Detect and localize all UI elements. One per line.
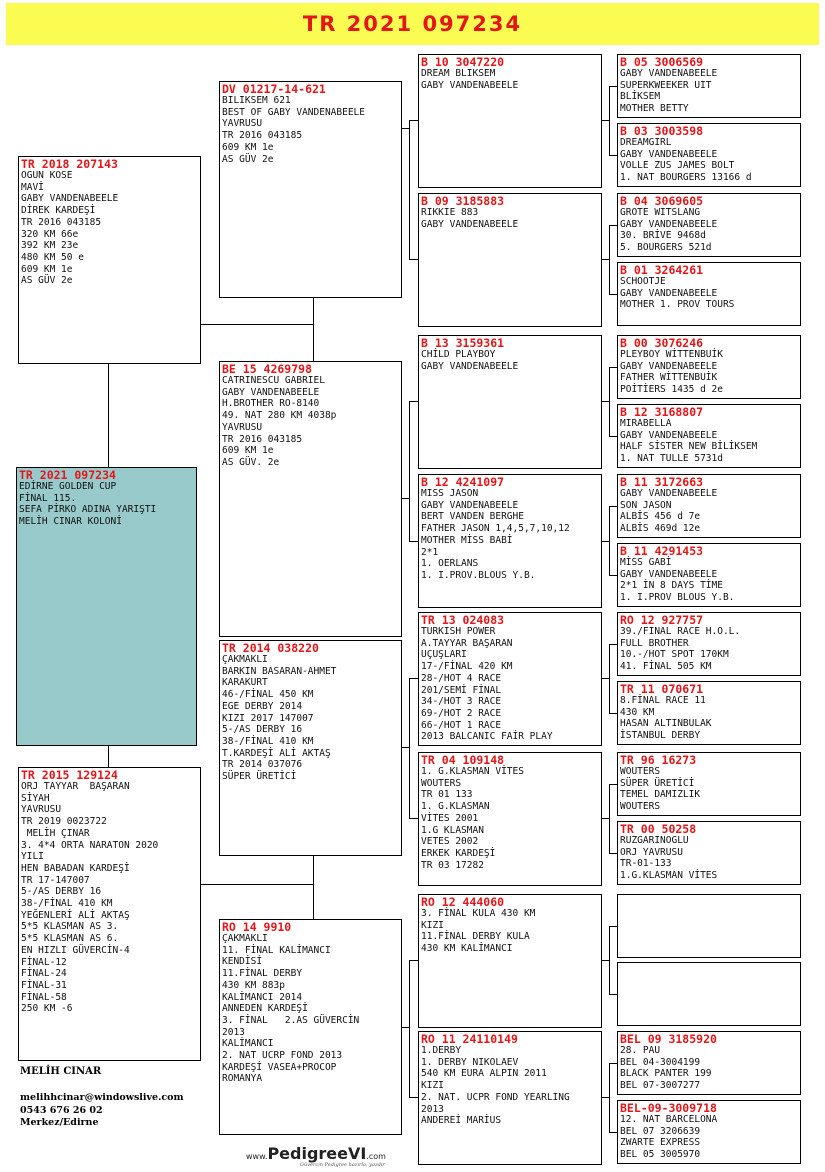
ancestor-box (617, 474, 801, 538)
ring-number: TR 96 16273 (620, 753, 697, 767)
tree-connector (609, 1063, 617, 1064)
tree-connector (409, 678, 418, 679)
pigeon-info-line: TR 2016 043185 (222, 130, 303, 142)
ring-number: BE 15 4269798 (222, 362, 313, 376)
pigeon-info-line: GABY VANDENABEELE (620, 568, 718, 580)
pigeon-info-line: 12. NAT BARCELONA (620, 1114, 718, 1125)
pigeon-info-line: BLİKSEM (620, 91, 661, 103)
pigeon-info-line: SUPERKWEEKER UIT (620, 79, 712, 91)
pigeon-info-line: YAVRUSU (222, 118, 263, 130)
tree-connector (609, 784, 610, 853)
pigeon-info-line: MIRABELLA (620, 418, 672, 429)
pigeon-info-line: 49. NAT 280 KM 4038p (222, 410, 337, 422)
pigeon-info-line: 201/SEMİ FİNAL (421, 684, 502, 696)
contact-location: Merkez/Edirne (20, 1117, 99, 1128)
ancestor-box (418, 474, 602, 608)
ancestor-box (219, 81, 402, 298)
pigeon-info-line: 2. NAT. UCPR FOND YEARLING (421, 1091, 570, 1103)
ring-number: B 00 3076246 (620, 336, 704, 350)
pigeon-info-line: GABY VANDENABEELE (620, 148, 718, 160)
ancestor-box (617, 262, 801, 326)
ring-number: TR 00 50258 (620, 822, 697, 836)
contact-info (20, 1092, 184, 1130)
pigeon-info-line: 28-/HOT 4 RACE (421, 672, 502, 684)
pigeon-info-line: TR 2016 043185 (21, 216, 102, 228)
pigeon-info-line: BEL 07 3206639 (620, 1125, 701, 1137)
pigeon-info-line: FİNAL-12 (21, 956, 67, 968)
pigeon-info-line: 3. FİNAL 2.AS GÜVERCİN (222, 1014, 360, 1026)
tree-connector (313, 298, 314, 361)
pigeon-info-line: TR 17-147007 (21, 874, 90, 886)
pigeon-info-line: 1. DERBY NIKOLAEV (421, 1056, 519, 1068)
pigeon-info-line: ANDEREİ MARİUS (421, 1115, 502, 1127)
pigeon-info-line: ÇAKMAKLI (222, 654, 268, 665)
ancestor-box (219, 919, 402, 1135)
pigeon-info-line: 11.FİNAL DERBY (222, 968, 303, 980)
pigeon-info-line: VETES 2002 (421, 836, 479, 848)
pigeon-info-line: 1. I.PROV BLOUS Y.B. (620, 592, 735, 604)
pigeon-info-line: 609 KM 1e (222, 141, 274, 153)
pigeon-info-line: 30. BRİVE 9468d (620, 230, 706, 242)
pigeon-info-line: KARAKURT (222, 677, 268, 689)
tree-connector (609, 1132, 617, 1133)
pigeon-info-line: TR 03 17282 (421, 859, 484, 871)
pigeon-info-line: BERT VANDEN BERGHE (421, 511, 524, 523)
pigeon-info-line: YILI (21, 851, 44, 863)
tree-connector (409, 259, 418, 260)
ring-number: BEL 09 3185920 (620, 1032, 717, 1046)
pigeon-info-line: GABY VANDENABEELE (421, 79, 519, 91)
pigeon-info-line: 320 KM 66e (21, 228, 79, 240)
pigeon-info-line: 480 KM 50 e (21, 251, 84, 263)
tree-connector (609, 506, 610, 575)
pigeon-info-line: 2*1 İN 8 DAYS TİME (620, 580, 723, 592)
pigeon-info-line: VOLLE ZUS JAMES BOLT (620, 160, 735, 172)
pigeon-info-line: 66-/HOT 1 RACE (421, 719, 502, 731)
pigeon-info-line: WOUTERS (620, 766, 661, 777)
pigeon-info-line: 5. BOURGERS 521d (620, 242, 712, 254)
pigeon-info-line: KIZI 2017 147007 (222, 712, 314, 724)
pigeon-info-line: BLACK PANTER 199 (620, 1068, 712, 1080)
ancestor-box (617, 752, 801, 816)
pigeon-info-line: GABY VANDENABEELE (222, 386, 320, 398)
pigeon-info-line: AS GÜV. 2e (222, 456, 280, 468)
pigeon-info-line: KIZI (421, 1080, 444, 1092)
pigeon-info-line: 2. NAT UCRP FOND 2013 (222, 1050, 343, 1062)
logo-suffix: .com (366, 1152, 386, 1161)
pigeon-info-line: ANNEDEN KARDEŞİ (222, 1003, 308, 1015)
tree-connector (108, 364, 109, 467)
ring-number: RO 11 24110149 (421, 1032, 518, 1046)
tree-connector (609, 784, 617, 785)
pigeon-info-line: AS GÜV 2e (222, 153, 274, 165)
ancestor-box (219, 640, 402, 856)
tree-connector (313, 856, 314, 919)
ancestor-box (418, 612, 602, 746)
tree-connector (609, 853, 617, 854)
ring-number: TR 2015 129124 (21, 768, 118, 782)
ancestor-box (418, 752, 602, 886)
pigeon-info-line: FİNAL-24 (21, 968, 67, 980)
ancestor-box (617, 404, 801, 468)
pigeon-info-line: ORJ TAYYAR BAŞARAN (21, 781, 130, 792)
pigeon-info-line: YAVRUSU (21, 804, 62, 816)
ring-number: RO 12 927757 (620, 613, 704, 627)
tree-connector (409, 1097, 418, 1098)
ancestor-box (617, 612, 801, 676)
pigeon-info-line: 2013 (222, 1026, 245, 1038)
tree-connector (609, 367, 610, 436)
pigeon-info-line: FATHER JASON 1,4,5,7,10,12 (421, 523, 570, 535)
pigeon-info-line: ERKEK KARDEŞİ (421, 847, 496, 859)
ancestor-box (418, 335, 602, 469)
pigeon-info-line: GABY VANDENABEELE (620, 429, 718, 441)
logo-prefix: www. (246, 1152, 268, 1161)
ring-number: B 11 4291453 (620, 544, 704, 558)
pigeon-info-line: MELİH CINAR KOLONİ (19, 516, 122, 528)
pigeon-info-line: 39./FINAL RACE H.O.L. (620, 626, 741, 637)
pigeon-info-line: UÇUŞLARI (421, 649, 467, 661)
pigeon-info-line: 2013 (421, 1103, 444, 1115)
pigeon-info-line: PLEYBOY WİTTENBUİK (620, 349, 723, 360)
tree-connector (609, 926, 610, 994)
pigeon-info-line: POİTİERS 1435 d 2e (620, 384, 723, 396)
contact-phone: 0543 676 26 02 (20, 1104, 103, 1116)
pigeon-info-line: RUZGARINOGLU (620, 835, 689, 846)
pigeon-info-line: MOTHER 1. PROV TOURS (620, 299, 735, 311)
pigeon-info-line: DREAMGIRL (620, 137, 672, 148)
ancestor-box (617, 821, 801, 885)
pigeon-info-line: ALBİS 456 d 7e (620, 511, 701, 523)
tree-connector (409, 541, 418, 542)
tree-connector (609, 575, 617, 576)
pigeon-info-line: FULL BROTHER (620, 637, 689, 649)
tree-connector (409, 678, 410, 818)
pigeon-info-line: HALF SİSTER NEW BİLİKSEM (620, 441, 758, 453)
pigeon-info-line: 46-/FİNAL 450 KM (222, 689, 314, 701)
tree-connector (609, 994, 617, 995)
pigeon-info-line: TR 2019 0023722 (21, 816, 107, 828)
pigeon-info-line: GABY VANDENABEELE (421, 360, 519, 372)
ring-number: B 12 4241097 (421, 475, 505, 489)
ring-number: RO 12 444060 (421, 895, 505, 909)
pigeon-info-line: 11. FİNAL KALİMANCI (222, 944, 331, 956)
ancestor-box (617, 681, 801, 745)
pigeon-info-line: FİNAL 115. (19, 492, 77, 504)
pigeon-info-line: TURKISH POWER (421, 626, 496, 637)
ancestor-box (418, 1031, 602, 1165)
ring-number: BEL-09-3009718 (620, 1101, 717, 1115)
tree-connector (409, 818, 418, 819)
tree-connector (609, 367, 617, 368)
ring-number: DV 01217-14-621 (222, 82, 326, 96)
pigeon-info-line: 430 KM (620, 706, 655, 718)
title-banner (6, 3, 819, 45)
pigeon-info-line: 609 KM 1e (222, 445, 274, 457)
pedigree-logo (246, 1144, 386, 1163)
contact-email[interactable]: melihhcinar@windowslive.com (20, 1092, 184, 1103)
pigeon-info-line: GABY VANDENABEELE (620, 68, 718, 79)
pigeon-info-line: 3. 4*4 ORTA NARATON 2020 (21, 839, 159, 851)
pigeon-info-line: MELİH ÇINAR (21, 827, 90, 839)
tree-connector (609, 713, 617, 714)
pigeon-info-line: TEMEL DAMIZLIK (620, 789, 701, 801)
pigeon-info-line: ALBİS 469d 12e (620, 523, 701, 535)
ancestor-box (617, 123, 801, 187)
pigeon-info-line: HEN BABADAN KARDEŞİ (21, 862, 130, 874)
pigeon-info-line: İSTANBUL DERBY (620, 730, 701, 742)
ancestor-box (418, 894, 602, 1028)
ring-number: TR 2021 097234 (19, 468, 116, 482)
pigeon-info-line: BEL 04-3004199 (620, 1056, 701, 1068)
tree-connector (409, 401, 418, 402)
pigeon-info-line: GABY VANDENABEELE (620, 287, 718, 299)
pigeon-info-line: FİNAL-58 (21, 991, 67, 1003)
page-title: TR 2021 097234 (302, 12, 523, 36)
pigeon-info-line: ÇAKMAKLI (222, 933, 268, 944)
pigeon-info-line: CATRINESCU GABRIEL (222, 375, 325, 386)
tree-connector (201, 884, 313, 885)
pigeon-info-line: A.TAYYAR BAŞARAN (421, 637, 513, 649)
pigeon-info-line: KALİMANCI 2014 (222, 991, 303, 1003)
pigeon-info-line: BEST OF GABY VANDENABEELE (222, 106, 365, 118)
pigeon-info-line: 3. FİNAL KULA 430 KM (421, 908, 536, 919)
ancestor-box (617, 335, 801, 399)
ring-number: TR 11 070671 (620, 682, 704, 696)
pigeon-info-line: 392 KM 23e (21, 240, 79, 252)
pigeon-info-line: GABY VANDENABEELE (21, 193, 119, 205)
ring-number: B 03 3003598 (620, 124, 704, 138)
pigeon-info-line: 2013 BALCANIC FAİR PLAY (421, 731, 553, 743)
pigeon-info-line: WOUTERS (620, 801, 661, 813)
pigeon-info-line: 1.DERBY (421, 1045, 462, 1056)
pigeon-info-line: WOUTERS (421, 777, 462, 789)
pigeon-info-line: 5*5 KLASMAN AS 6. (21, 933, 119, 945)
ring-number: B 01 3264261 (620, 263, 704, 277)
pigeon-info-line: 609 KM 1e (21, 263, 73, 275)
pigeon-info-line: 5-/AS DERBY 16 (21, 886, 102, 898)
pigeon-info-line: ZWARTE EXPRESS (620, 1137, 701, 1149)
ring-number: B 11 3172663 (620, 475, 704, 489)
tree-connector (609, 86, 610, 155)
pigeon-info-line: 1. NAT TULLE 5731d (620, 453, 723, 465)
pigeon-info-line: GABY VANDENABEELE (620, 218, 718, 230)
pigeon-info-line: GROTE WITSLANG (620, 207, 701, 218)
tree-connector (609, 436, 617, 437)
pigeon-info-line: TR 01 133 (421, 789, 473, 801)
pigeon-info-line: 1.G KLASMAN (421, 824, 484, 836)
ring-number: B 05 3006569 (620, 55, 704, 69)
pigeon-info-line: SCHOOTJE (620, 276, 666, 287)
pigeon-info-line: SEFA PİRKO ADINA YARIŞTI (19, 504, 157, 516)
pigeon-info-line: 1.G.KLASMAN VİTES (620, 870, 718, 882)
pigeon-info-line: HASAN ALTINBULAK (620, 718, 712, 730)
pigeon-info-line: 430 KM KALİMANCI (421, 943, 513, 955)
pigeon-info-line: ROMANYA (222, 1073, 263, 1085)
pigeon-info-line: GABY VANDENABEELE (620, 360, 718, 372)
pigeon-info-line: DREAM BLIKSEM (421, 68, 496, 79)
ring-number: TR 04 109148 (421, 753, 505, 767)
tree-connector (409, 120, 410, 259)
tree-connector (609, 294, 617, 295)
pigeon-info-line: 5-/AS DERBY 16 (222, 724, 303, 736)
pigeon-info-line: MAVİ (21, 181, 44, 193)
pigeon-info-line: TR-01-133 (620, 858, 672, 870)
ancestor-box (617, 54, 801, 118)
pigeon-info-line: YAVRUSU (222, 421, 263, 433)
tree-connector (609, 644, 610, 713)
ring-number: RO 14 9910 (222, 920, 292, 934)
pigeon-info-line: KENDİSİ (222, 956, 263, 968)
pigeon-info-line: 540 KM EURA ALPIN 2011 (421, 1068, 547, 1080)
tree-connector (609, 1063, 610, 1132)
pigeon-info-line: 69-/HOT 2 RACE (421, 707, 502, 719)
pigeon-info-line: 1. G.KLASMAN (421, 801, 490, 813)
tree-connector (108, 746, 109, 767)
pigeon-info-line: BEL 07-3007277 (620, 1080, 701, 1092)
logo-tagline: Güvercin Pedigree hazırla, yazdır (300, 1162, 385, 1168)
ring-number: B 10 3047220 (421, 55, 505, 69)
pigeon-info-line: 34-/HOT 3 RACE (421, 696, 502, 708)
pigeon-info-line: BARKIN BASARAN-AHMET (222, 665, 337, 677)
ancestor-box (617, 962, 801, 1026)
ring-number: TR 13 024083 (421, 613, 505, 627)
pigeon-info-line: KARDEŞİ VASEA+PROCOP (222, 1061, 337, 1073)
ancestor-box (617, 193, 801, 257)
subject-pigeon-box (16, 467, 197, 746)
pigeon-info-line: 250 KM -6 (21, 1003, 73, 1015)
pigeon-info-line: MOTHER BETTY (620, 103, 689, 115)
ancestor-box (18, 767, 201, 1061)
pigeon-info-line: 28. PAU (620, 1045, 661, 1056)
ring-number: B 12 3168807 (620, 405, 704, 419)
pigeon-info-line: VİTES 2001 (421, 812, 479, 824)
tree-connector (609, 155, 617, 156)
pigeon-info-line: ORJ YAVRUSU (620, 846, 683, 858)
pigeon-info-line: FATHER WİTTENBUİK (620, 372, 718, 384)
ancestor-box (617, 1031, 801, 1095)
pigeon-info-line: 2*1 (421, 546, 439, 558)
pigeon-info-line: 8.FİNAL RACE 11 (620, 695, 706, 706)
tree-connector (609, 86, 617, 87)
pigeon-info-line: MOTHER MİSS BABİ (421, 534, 513, 546)
pigeon-info-line: EDİRNE GOLDEN CUP (19, 481, 117, 492)
ancestor-box (18, 156, 201, 364)
owner-name: MELİH CINAR (20, 1066, 102, 1077)
pigeon-info-line: 430 KM 883p (222, 979, 285, 991)
pigeon-info-line: H.BROTHER RO-8140 (222, 398, 320, 410)
tree-connector (409, 120, 418, 121)
ancestor-box (418, 193, 602, 327)
pigeon-info-line: 17-/FİNAL 420 KM (421, 661, 513, 673)
pigeon-info-line: CHİLD PLAYBOY (421, 349, 496, 360)
pigeon-info-line: 41. FİNAL 505 KM (620, 661, 712, 673)
pigeon-info-line: TR 2014 037076 (222, 759, 303, 771)
ring-number: B 09 3185883 (421, 194, 505, 208)
pigeon-info-line: 1. G.KLASMAN VİTES (421, 766, 524, 777)
pigeon-info-line: BILIKSEM 621 (222, 95, 291, 106)
pigeon-info-line: T.KARDEŞİ ALİ AKTAŞ (222, 747, 331, 759)
pigeon-info-line: TR 2016 043185 (222, 433, 303, 445)
ancestor-box (418, 54, 602, 188)
tree-connector (609, 506, 617, 507)
pigeon-info-line: SÜPER ÜRETİCİ (222, 771, 297, 783)
pigeon-info-line: MISS JASON (421, 488, 479, 499)
tree-connector (409, 960, 410, 1097)
pigeon-info-line: 1. OERLANS (421, 558, 479, 570)
ancestor-box (617, 1100, 801, 1164)
pigeon-info-line: SÜPER ÜRETİCİ (620, 777, 695, 789)
pigeon-info-line: EGE DERBY 2014 (222, 700, 303, 712)
pigeon-info-line: GABY VANDENABEELE (421, 499, 519, 511)
ring-number: TR 2014 038220 (222, 641, 319, 655)
tree-connector (609, 644, 617, 645)
pigeon-info-line: 11.FİNAL DERBY KULA (421, 931, 530, 943)
pigeon-info-line: MİSS GABİ (620, 557, 672, 568)
tree-connector (409, 401, 410, 541)
pigeon-info-line: 38-/FİNAL 410 KM (222, 735, 314, 747)
pigeon-info-line: KIZI (421, 919, 444, 931)
pigeon-info-line: GABY VANDENABEELE (421, 218, 519, 230)
pigeon-info-line: 1. NAT BOURGERS 13166 d (620, 172, 752, 184)
ancestor-box (219, 361, 402, 637)
ancestor-box (617, 543, 801, 607)
logo-main: PedigreeVI (267, 1144, 367, 1163)
pigeon-info-line: AS GÜV 2e (21, 275, 73, 287)
pigeon-info-line: BEL 05 3005970 (620, 1149, 701, 1161)
pigeon-info-line: SİYAH (21, 792, 50, 804)
pigeon-info-line: EN HIZLI GÜVERCİN-4 (21, 944, 130, 956)
pigeon-info-line: OGUN KOSE (21, 170, 73, 181)
pigeon-info-line: YEĞENLERİ ALİ AKTAŞ (21, 909, 130, 921)
pigeon-info-line: GABY VANDENABEELE (620, 488, 718, 499)
tree-connector (409, 960, 418, 961)
pigeon-info-line: 38-/FİNAL 410 KM (21, 898, 113, 910)
pigeon-info-line: SON JASON (620, 499, 672, 511)
pigeon-info-line: KALİMANCI (222, 1038, 274, 1050)
ring-number: TR 2018 207143 (21, 157, 118, 171)
tree-connector (201, 324, 313, 325)
ring-number: B 04 3069605 (620, 194, 704, 208)
pigeon-info-line: 10.-/HOT SPOT 170KM (620, 649, 729, 661)
ring-number: B 13 3159361 (421, 336, 505, 350)
ancestor-box (617, 894, 801, 958)
pigeon-info-line: DİREK KARDEŞİ (21, 205, 96, 217)
pigeon-info-line: 5*5 KLASMAN AS 3. (21, 921, 119, 933)
pigeon-info-line: RIKKIE 883 (421, 207, 479, 218)
pigeon-info-line: 1. I.PROV.BLOUS Y.B. (421, 569, 536, 581)
tree-connector (609, 926, 617, 927)
tree-connector (609, 225, 610, 294)
tree-connector (609, 225, 617, 226)
pigeon-info-line: FİNAL-31 (21, 979, 67, 991)
